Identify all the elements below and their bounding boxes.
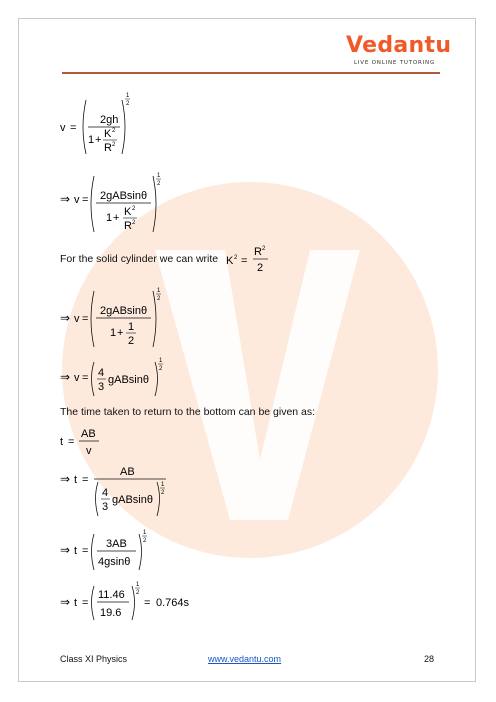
eq9-exp-num: 1: [136, 582, 140, 588]
eq6-denominator: v: [86, 445, 92, 457]
eq8-numerator: 3AB: [106, 538, 127, 550]
eq3-R-exp: 2: [262, 246, 266, 252]
eq9-exp-den: 2: [136, 590, 140, 596]
footer-website-link[interactable]: www.vedantu.com: [208, 654, 282, 664]
eq5-exp-num: 1: [159, 358, 163, 364]
eq4-implies: ⇒: [60, 311, 71, 325]
eq9-implies: ⇒: [60, 595, 71, 609]
eq7-rest: gABsinθ: [112, 494, 153, 506]
eq1-K: K: [104, 128, 112, 140]
eq7-equals: =: [82, 474, 89, 486]
eq3-equals: =: [241, 255, 248, 267]
header-rule: [62, 72, 440, 74]
eq1-numerator: 2gh: [100, 114, 119, 126]
equation-2: [60, 172, 200, 245]
eq1-one: 1: [88, 134, 95, 146]
eq2-equals: =: [82, 194, 89, 206]
eq6-equals: =: [68, 436, 75, 448]
eq6-numerator: AB: [81, 428, 96, 440]
eq2-numerator: 2gABsinθ: [100, 190, 148, 202]
equation-4: [60, 284, 200, 357]
eq8-exp-den: 2: [143, 538, 147, 544]
eq2-K-exp: 2: [132, 206, 136, 212]
equation-3: [226, 244, 276, 277]
logo-tagline: LIVE ONLINE TUTORING: [354, 60, 436, 66]
eq4-one: 1: [110, 327, 117, 339]
eq8-equals: =: [82, 545, 89, 557]
eq4-frac-num: 1: [128, 321, 135, 333]
eq4-exp-den: 2: [157, 296, 161, 302]
eq5-exp-den: 2: [159, 366, 163, 372]
eq4-equals: =: [82, 313, 89, 325]
eq7-implies: ⇒: [60, 472, 71, 486]
eq5-frac-num: 4: [98, 367, 105, 379]
eq7-numerator: AB: [120, 466, 135, 478]
eq6-lhs: t: [60, 436, 64, 448]
equation-6: [60, 424, 120, 463]
eq7-exp-num: 1: [161, 482, 165, 488]
solid-cylinder-text: For the solid cylinder we can write: [60, 253, 219, 265]
time-text: The time taken to return to the bottom can be given as:: [60, 406, 316, 418]
eq2-lhs: v: [74, 194, 80, 206]
equation-9: [60, 580, 220, 627]
eq9-equals-2: =: [144, 597, 151, 609]
eq3-K-exp: 2: [234, 255, 238, 261]
eq4-numerator: 2gABsinθ: [100, 305, 148, 317]
equation-8: [60, 526, 180, 577]
eq7-exp-den: 2: [161, 490, 165, 496]
eq2-K: K: [124, 206, 132, 218]
logo-wordmark: Vedantu: [346, 33, 452, 58]
equation-7: [60, 462, 220, 525]
eq1-lhs: v: [60, 122, 66, 134]
eq2-R-exp: 2: [132, 220, 136, 226]
eq2-R: R: [124, 220, 132, 232]
footer-page-number: 28: [424, 654, 435, 664]
eq1-K-exp: 2: [112, 128, 116, 134]
eq7-lhs: t: [74, 474, 78, 486]
eq7-frac-den: 3: [102, 501, 109, 513]
eq2-exp-den: 2: [157, 181, 161, 187]
eq3-den: 2: [257, 262, 264, 274]
eq9-lhs: t: [74, 597, 78, 609]
eq3-R: R: [254, 246, 262, 258]
footer-subject: Class XI Physics: [60, 654, 128, 664]
eq5-frac-den: 3: [98, 381, 105, 393]
eq9-numerator: 11.46: [98, 589, 125, 601]
eq1-exp-den: 2: [126, 101, 130, 107]
eq1-equals: =: [70, 122, 77, 134]
eq1-R: R: [104, 142, 112, 154]
eq2-plus: +: [113, 212, 120, 224]
eq8-exp-num: 1: [143, 530, 147, 536]
eq9-result: 0.764s: [156, 597, 190, 609]
vedantu-logo[interactable]: [346, 33, 452, 71]
eq9-denominator: 19.6: [100, 607, 122, 619]
eq5-lhs: v: [74, 372, 80, 384]
eq9-equals: =: [82, 597, 89, 609]
eq1-exp-num: 1: [126, 93, 130, 99]
eq4-lhs: v: [74, 313, 80, 325]
eq8-implies: ⇒: [60, 543, 71, 557]
eq3-K: K: [226, 255, 234, 267]
eq7-frac-num: 4: [102, 487, 109, 499]
equation-1: [60, 92, 180, 165]
equation-5: [60, 356, 200, 403]
eq4-plus: +: [117, 327, 124, 339]
eq8-lhs: t: [74, 545, 78, 557]
eq2-implies: ⇒: [60, 192, 71, 206]
footer-link-wrap: [208, 654, 281, 664]
eq2-exp-num: 1: [157, 173, 161, 179]
eq8-denominator: 4gsinθ: [98, 556, 131, 568]
eq5-rest: gABsinθ: [108, 374, 149, 386]
eq1-plus: +: [95, 134, 102, 146]
eq4-exp-num: 1: [157, 288, 161, 294]
eq4-frac-den: 2: [128, 335, 135, 347]
eq5-equals: =: [82, 372, 89, 384]
eq2-one: 1: [106, 212, 113, 224]
eq1-R-exp: 2: [112, 142, 116, 148]
eq5-implies: ⇒: [60, 370, 71, 384]
